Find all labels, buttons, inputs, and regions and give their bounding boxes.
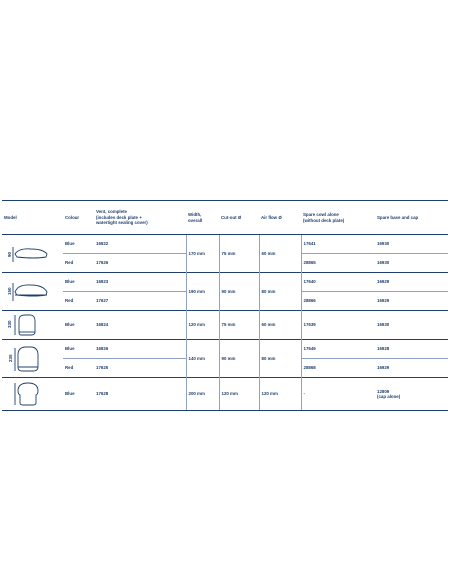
vent-cell: 17625 bbox=[94, 359, 186, 378]
header-colour: Colour bbox=[63, 201, 94, 235]
cowl-cell: 17649 bbox=[301, 340, 375, 359]
vent-cell: 16922 bbox=[94, 235, 186, 254]
header-width bbox=[186, 201, 219, 235]
base-cell: 16930 bbox=[375, 235, 448, 254]
cowl-cell: 28868 bbox=[301, 359, 375, 378]
width-cell: 140 mm bbox=[186, 340, 219, 378]
model-cell bbox=[2, 340, 63, 378]
table-row bbox=[2, 378, 448, 411]
vent-cell: 17628 bbox=[94, 378, 186, 411]
base-cell: 16930 bbox=[375, 311, 448, 340]
width-cell: 170 mm bbox=[186, 235, 219, 273]
header-spare-base: Spare base and cap bbox=[375, 201, 448, 235]
dimension-label: 90 bbox=[7, 251, 12, 257]
header-cowl-line2: (without deck plate) bbox=[303, 217, 345, 223]
cowl-vent-drawing-icon bbox=[5, 343, 51, 375]
table-row bbox=[2, 340, 448, 359]
colour-cell: Blue bbox=[63, 378, 94, 411]
base-cell: 16928 bbox=[375, 340, 448, 359]
cowl-cell: 28865 bbox=[301, 254, 375, 273]
header-vent-line2: (includes deck plate + bbox=[96, 214, 142, 220]
width-cell: 200 mm bbox=[186, 378, 219, 411]
dimension-label: 150 bbox=[7, 286, 12, 295]
vent-cell: 16923 bbox=[94, 273, 186, 292]
cowl-cell: 17641 bbox=[301, 235, 375, 254]
cutout-cell: 90 mm bbox=[219, 340, 259, 378]
cutout-cell: 120 mm bbox=[219, 378, 259, 411]
colour-cell: Blue bbox=[63, 340, 94, 359]
base-line1: 12809 bbox=[377, 388, 390, 394]
model-cell bbox=[2, 235, 63, 273]
model-cell bbox=[2, 311, 63, 340]
colour-cell: Red bbox=[63, 254, 94, 273]
header-model: Model bbox=[2, 201, 63, 235]
width-cell: 190 mm bbox=[186, 273, 219, 311]
airflow-cell: 80 mm bbox=[259, 273, 301, 311]
table-row bbox=[2, 235, 448, 254]
colour-cell: Red bbox=[63, 292, 94, 311]
cowl-cell: 17640 bbox=[301, 273, 375, 292]
header-cutout: Cut-out Ø bbox=[219, 201, 259, 235]
header-vent-line3: watertight sealing cover) bbox=[96, 220, 148, 226]
base-cell: 16929 bbox=[375, 292, 448, 311]
cowl-cell: 28866 bbox=[301, 292, 375, 311]
header-spare-cowl bbox=[301, 201, 375, 235]
model-cell bbox=[2, 378, 63, 411]
colour-cell: Blue bbox=[63, 235, 94, 254]
tall-cowl-vent-drawing-icon bbox=[5, 312, 51, 338]
header-row bbox=[2, 201, 448, 235]
base-cell: 16929 bbox=[375, 359, 448, 378]
header-width-line2: overall bbox=[188, 217, 203, 223]
mushroom-vent-drawing-icon bbox=[5, 379, 51, 409]
width-cell: 120 mm bbox=[186, 311, 219, 340]
dimension-label: 235 bbox=[8, 353, 13, 362]
vent-cell: 17627 bbox=[94, 292, 186, 311]
vent-cell: 17626 bbox=[94, 254, 186, 273]
medium-profile-vent-drawing-icon bbox=[5, 277, 51, 307]
base-cell: 16929 bbox=[375, 273, 448, 292]
table-row bbox=[2, 273, 448, 292]
cutout-cell: 75 mm bbox=[219, 235, 259, 273]
airflow-cell: 60 mm bbox=[259, 235, 301, 273]
cutout-cell: 90 mm bbox=[219, 273, 259, 311]
colour-cell: Red bbox=[63, 359, 94, 378]
header-airflow: Air flow Ø bbox=[259, 201, 301, 235]
airflow-cell: 120 mm bbox=[259, 378, 301, 411]
low-profile-vent-drawing-icon bbox=[5, 240, 51, 268]
model-cell bbox=[2, 273, 63, 311]
base-cell: 16930 bbox=[375, 254, 448, 273]
airflow-cell: 80 mm bbox=[259, 340, 301, 378]
header-cowl-line1: Spare cowl alone bbox=[303, 212, 339, 217]
colour-cell: Blue bbox=[63, 311, 94, 340]
base-cell bbox=[375, 378, 448, 411]
dimension-label: 330 bbox=[7, 320, 12, 328]
vent-cell: 16926 bbox=[94, 340, 186, 359]
table-row bbox=[2, 311, 448, 340]
base-line2: (cap alone) bbox=[377, 394, 401, 399]
airflow-cell: 60 mm bbox=[259, 311, 301, 340]
vent-spec-table bbox=[2, 200, 448, 411]
cutout-cell: 75 mm bbox=[219, 311, 259, 340]
cowl-cell: - bbox=[301, 378, 375, 411]
cowl-cell: 17639 bbox=[301, 311, 375, 340]
header-width-line1: Width, bbox=[188, 212, 202, 217]
colour-cell: Blue bbox=[63, 273, 94, 292]
header-vent-line1: Vent, complete bbox=[96, 209, 127, 215]
vent-cell: 16924 bbox=[94, 311, 186, 340]
header-vent bbox=[94, 201, 186, 235]
